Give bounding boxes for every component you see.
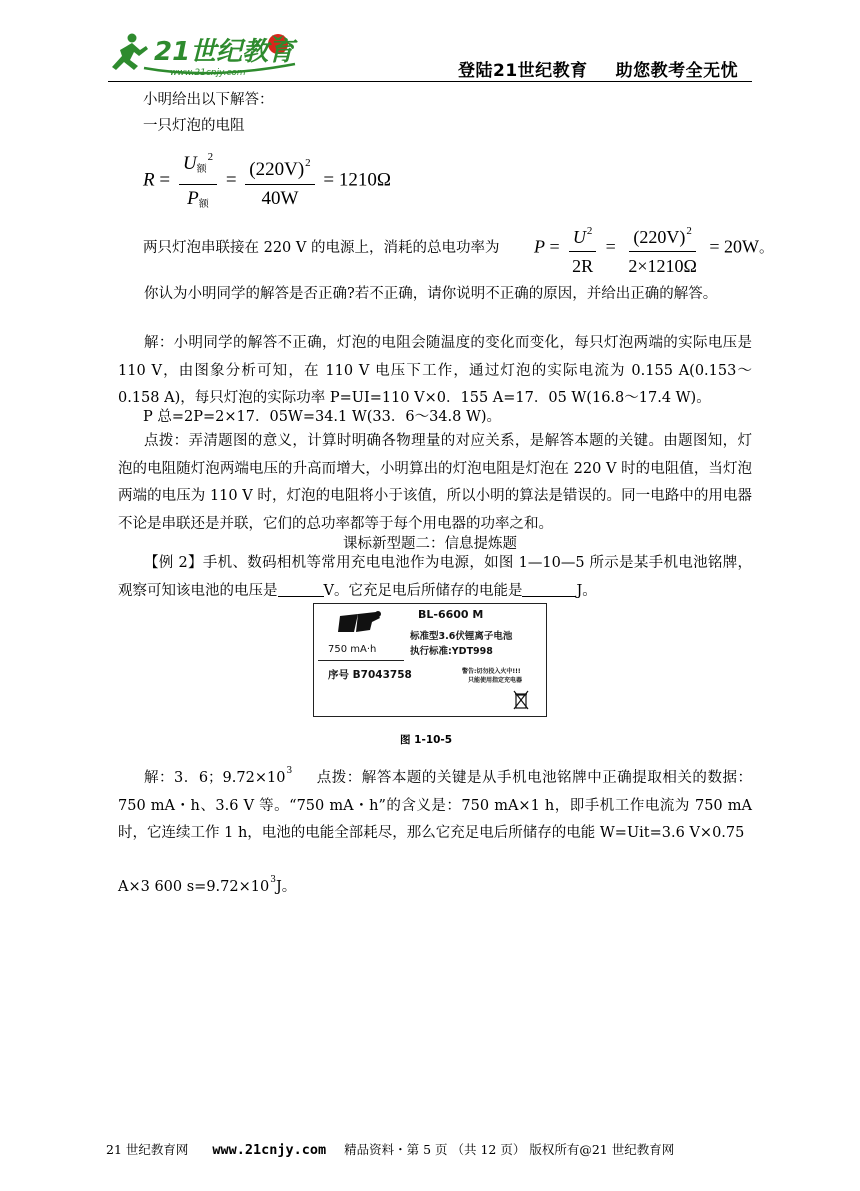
capacity-divider — [318, 660, 404, 661]
page-footer — [106, 1140, 674, 1158]
header-slogan — [458, 56, 738, 81]
footer-site-link[interactable]: www.21cnjy.com — [212, 1142, 327, 1158]
battery-warning-1: 警告:切勿投入火中!!! — [462, 668, 521, 675]
paragraph-solution: 解：小明同学的解答不正确，灯泡的电阻会随温度的变化而变化，每只灯泡两端的实际电压是 110 V，由图象分析可知，在 110 V 电压下工作，通过灯泡的实际电流为 0.155 A(0.153～0.158 A)，每只灯泡的实际功率 P=UI=110 V×0．155 A=17．05 W(16.8～17.4 W)。 — [118, 335, 752, 406]
text-line: 两只灯泡串联接在 220 V 的电源上，消耗的总电功率为 — [143, 240, 500, 256]
battery-type: 标准型3.6伏锂离子电池 — [410, 631, 513, 642]
formula-resistance: R = $\frac{U额^2}{\text{P额}}$ = $\frac{(220V)^2}{40W}$ = 1210Ω — [143, 146, 391, 216]
paragraph-answer: 解：3．6；$9.72\times 10^3$ 点拨：解答本题的关键是从手机电池铭牌中正确提取相关的数据：750 mA・h、3.6 V 等。“750 mA・h”的含义是：750 mA×1 h，即手机工作电流为 750 mA 时，它连续工作 1 h，电池的电能全部耗尽，那么它充足电后所储存的电能 W=Uit=3.6 V×0.75 — [118, 766, 752, 841]
recycle-bin-icon — [513, 690, 529, 710]
footer-right: 精品资料・第 5 页 （共 12 页） 版权所有@21 世纪教育网 — [344, 1142, 675, 1157]
text-line: 一只灯泡的电阻 — [143, 118, 245, 134]
answer-blank[interactable] — [278, 582, 324, 597]
battery-warning-2: 只能使用指定充电器 — [468, 677, 523, 684]
formula-power: P = $\frac{U^2}{2R}$ = $\frac{(220V)^2}{2\times 1210\Omega}$ = 20W。 — [534, 220, 774, 277]
paragraph-question: 你认为小明同学的解答是否正确?若不正确，请你说明不正确的原因，并给出正确的解答。 — [144, 286, 718, 302]
logo-text: 21世纪教育 — [154, 37, 295, 67]
paragraph-example: 【例 2】手机、数码相机等常用充电电池作为电源，如图 1—10—5 所示是某手机电池铭牌，观察可知该电池的电压是 V。它充足电后所储存的电能是 J。 — [118, 555, 752, 599]
battery-model: BL-6600 M — [418, 608, 484, 621]
battery-logo-icon — [336, 610, 384, 636]
answer-blank[interactable] — [522, 582, 576, 597]
battery-capacity: 750 mA·h — [328, 644, 377, 655]
paragraph-tip: 点拨：弄清题图的意义，计算时明确各物理量的对应关系，是解答本题的关键。由题图知，灯泡的电阻随灯泡两端电压的升高而增大，小明算出的灯泡电阻是灯泡在 220 V 时的电阻值，当灯泡两端的电压为 110 V 时，灯泡的电阻将小于该值，所以小明的算法是错误的。同一电路中的用电器不论是串联还是并联，它们的总功率都等于每个用电器的功率之和。 — [118, 433, 752, 532]
battery-standard: 执行标准:YDT998 — [410, 646, 493, 657]
figure-caption: 图 1-10-5 — [400, 734, 453, 746]
slogan-right: 助您教考全无忧 — [615, 61, 739, 81]
header-divider — [108, 81, 752, 82]
battery-serial: 序号 B7043758 — [328, 669, 412, 681]
slogan-left: 登陆21世纪教育 — [458, 61, 588, 81]
logo-url: www.21cnjy.com — [170, 68, 246, 78]
text-line: P 总=2P=2×17．05W=34.1 W(33．6～34.8 W)。 — [143, 409, 502, 425]
section-title: 课标新型题二：信息提炼题 — [343, 536, 517, 552]
footer-left: 21 世纪教育网 — [106, 1142, 189, 1157]
site-logo[interactable] — [110, 28, 300, 80]
battery-label-figure — [313, 603, 547, 717]
text-line: A×3 600 $s=9.72\times 10^3J$。 — [118, 875, 297, 895]
text-line: 小明给出以下解答： — [143, 92, 274, 108]
